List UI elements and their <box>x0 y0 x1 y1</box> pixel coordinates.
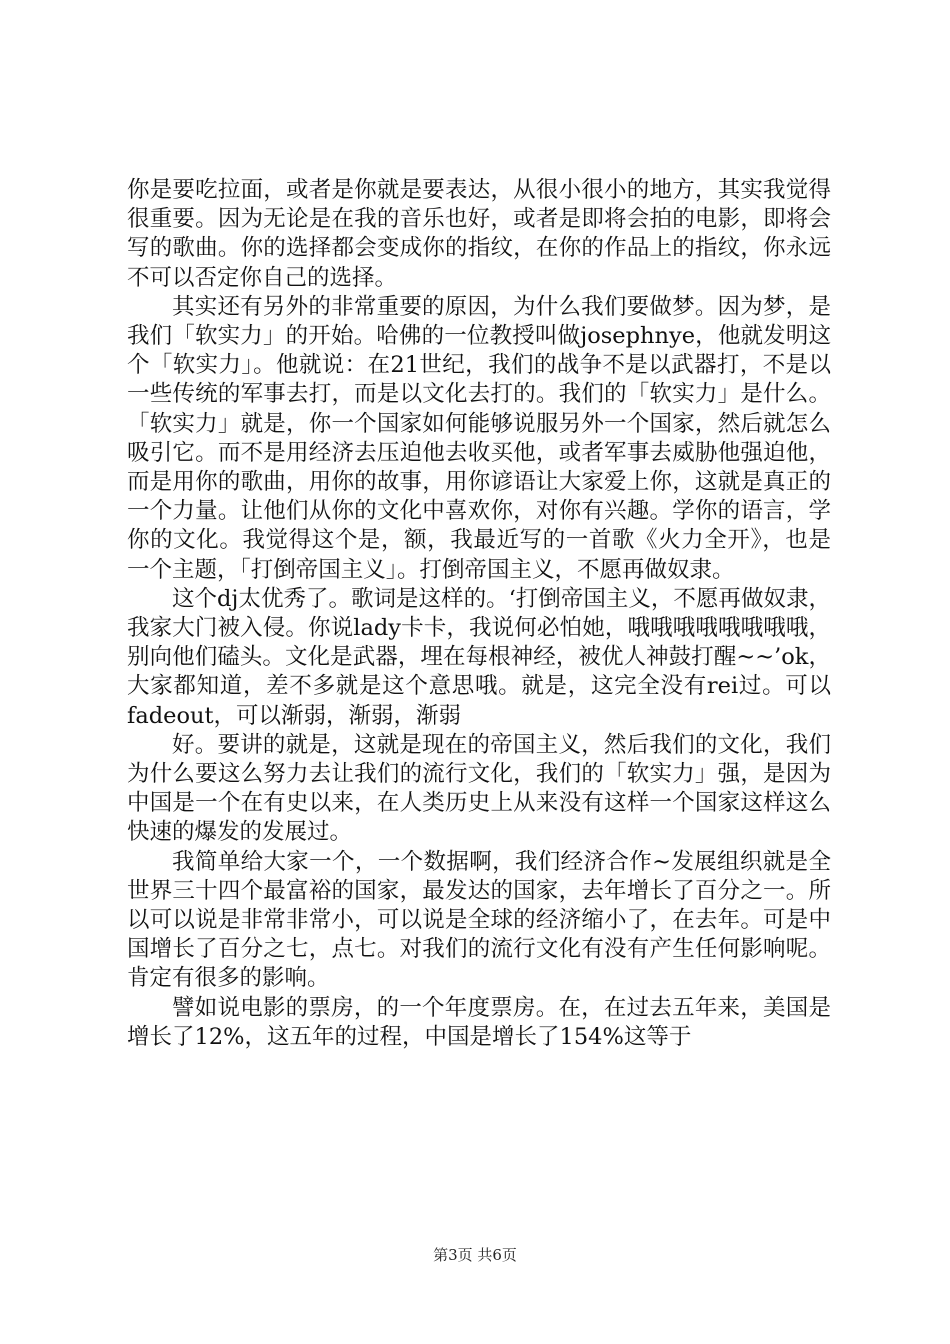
paragraph-1: 你是要吃拉面，或者是你就是要表达，从很小很小的地方，其实我觉得很重要。因为无论是在我的音乐也好，或者是即将会拍的电影，即将会写的歌曲。你的选择都会变成你的指纹，在你的作品上的指纹，你永远不可以否定你自己的选择。 <box>127 177 831 291</box>
body-text <box>127 176 831 1052</box>
paragraph-6: 譬如说电影的票房，的一个年度票房。在，在过去五年来，美国是增长了12%，这五年的过程，中国是增长了154%这等于 <box>127 994 831 1050</box>
paragraph-5: 我简单给大家一个，一个数据啊，我们经济合作~发展组织就是全世界三十四个最富裕的国家，最发达的国家，去年增长了百分之一。所以可以说是非常非常小，可以说是全球的经济缩小了，在去年。可是中国增长了百分之七，点七。对我们的流行文化有没有产生任何影响呢。肯定有很多的影响。 <box>127 848 831 992</box>
page-footer: 第3页 共6页 <box>433 1246 517 1264</box>
paragraph-3: 这个dj太优秀了。歌词是这样的。‘打倒帝国主义，不愿再做奴隶，我家大门被入侵。你说lady卡卡，我说何必怕她，哦哦哦哦哦哦哦哦，别向他们磕头。文化是武器，埋在每根神经，被优人神鼓打醒~~’ok，大家都知道，差不多就是这个意思哦。就是，这完全没有rei过。可以fadeout，可以渐弱，渐弱，渐弱 <box>127 585 831 729</box>
paragraph-2: 其实还有另外的非常重要的原因，为什么我们要做梦。因为梦，是我们「软实力」的开始。哈佛的一位教授叫做josephnye，他就发明这个「软实力」。他就说：在21世纪，我们的战争不是以武器打，不是以一些传统的军事去打，而是以文化去打的。我们的「软实力」是什么。「软实力」就是，你一个国家如何能够说服另外一个国家，然后就怎么吸引它。而不是用经济去压迫他去收买他，或者军事去威胁他强迫他，而是用你的歌曲，用你的故事，用你谚语让大家爱上你，这就是真正的一个力量。让他们从你的文化中喜欢你，对你有兴趣。学你的语言，学你的文化。我觉得这个是，额，我最近写的一首歌《火力全开》，也是一个主题，「打倒帝国主义」。打倒帝国主义，不愿再做奴隶。 <box>127 293 831 583</box>
paragraph-4: 好。要讲的就是，这就是现在的帝国主义，然后我们的文化，我们为什么要这么努力去让我们的流行文化，我们的「软实力」强，是因为中国是一个在有史以来，在人类历史上从来没有这样一个国家这样这么快速的爆发的发展过。 <box>127 731 831 846</box>
